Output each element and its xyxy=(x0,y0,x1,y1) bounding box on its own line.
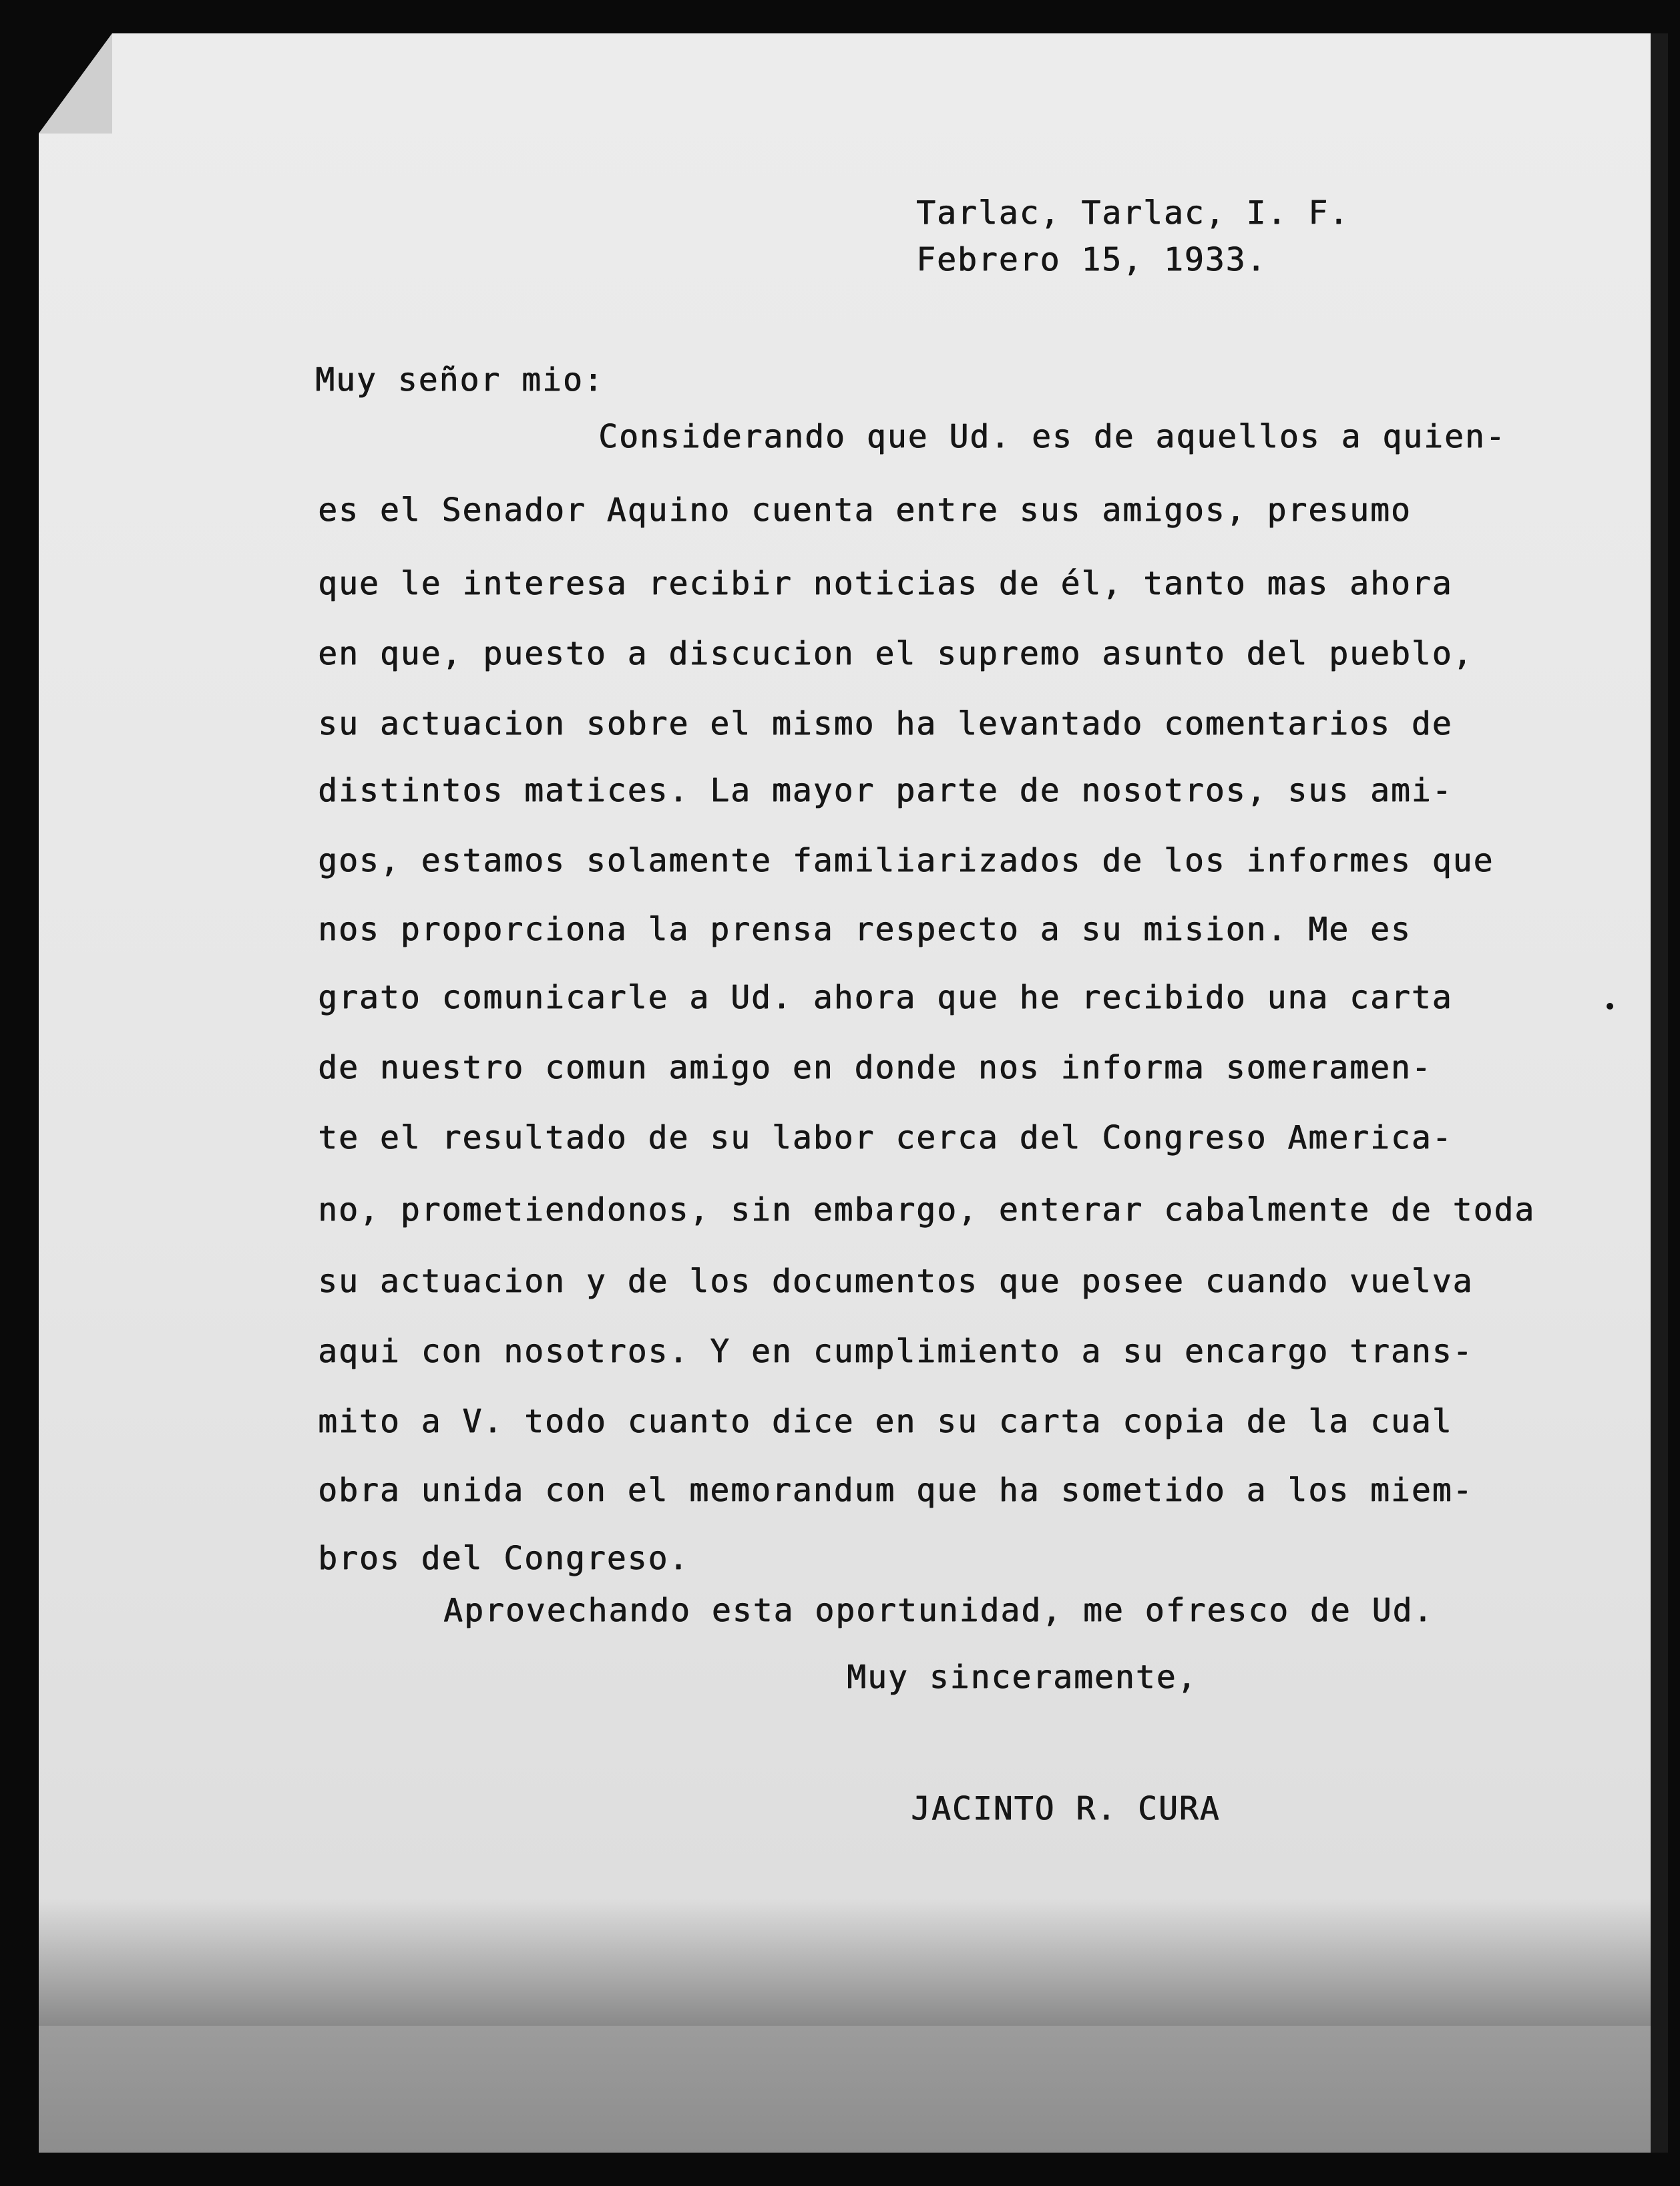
closing-line: Aprovechando esta oportunidad, me ofresco de Ud. xyxy=(443,1592,1434,1629)
body-line: obra unida con el memorandum que ha sometido a los miem- xyxy=(318,1472,1474,1509)
scan-edge xyxy=(1651,33,1668,2153)
body-line: que le interesa recibir noticias de él, tanto mas ahora xyxy=(318,565,1453,602)
salutation: Muy señor mio: xyxy=(315,361,604,399)
letter-place: Tarlac, Tarlac, I. F. xyxy=(916,194,1349,232)
body-line: te el resultado de su labor cerca del Congreso America- xyxy=(318,1119,1453,1156)
body-line: bros del Congreso. xyxy=(318,1540,690,1577)
body-line: distintos matices. La mayor parte de nosotros, sus ami- xyxy=(318,772,1453,809)
body-line: grato comunicarle a Ud. ahora que he recibido una carta xyxy=(318,979,1453,1016)
ink-speck xyxy=(1607,1003,1613,1010)
body-line: aqui con nosotros. Y en cumplimiento a su encargo trans- xyxy=(318,1333,1474,1370)
valediction: Muy sinceramente, xyxy=(847,1659,1198,1696)
body-line: gos, estamos solamente familiarizados de los informes que xyxy=(318,842,1494,879)
body-line: su actuacion y de los documentos que posee cuando vuelva xyxy=(318,1263,1474,1300)
body-line: no, prometiendonos, sin embargo, enterar cabalmente de toda xyxy=(318,1191,1536,1229)
body-line: mito a V. todo cuanto dice en su carta copia de la cual xyxy=(318,1403,1453,1440)
body-line: Considerando que Ud. es de aquellos a quien- xyxy=(598,418,1506,455)
body-line: nos proporciona la prensa respecto a su mision. Me es xyxy=(318,911,1412,948)
body-line: en que, puesto a discucion el supremo asunto del pueblo, xyxy=(318,635,1474,672)
body-line: es el Senador Aquino cuenta entre sus amigos, presumo xyxy=(318,491,1412,529)
body-line: de nuestro comun amigo en donde nos informa someramen- xyxy=(318,1049,1432,1086)
letter-date: Febrero 15, 1933. xyxy=(916,241,1267,278)
folded-corner-flap xyxy=(39,33,112,134)
scan-bottom-band xyxy=(39,2026,1668,2153)
body-line: su actuacion sobre el mismo ha levantado comentarios de xyxy=(318,705,1453,742)
signature-name: JACINTO R. CURA xyxy=(911,1790,1221,1827)
letter-page xyxy=(39,33,1668,2153)
